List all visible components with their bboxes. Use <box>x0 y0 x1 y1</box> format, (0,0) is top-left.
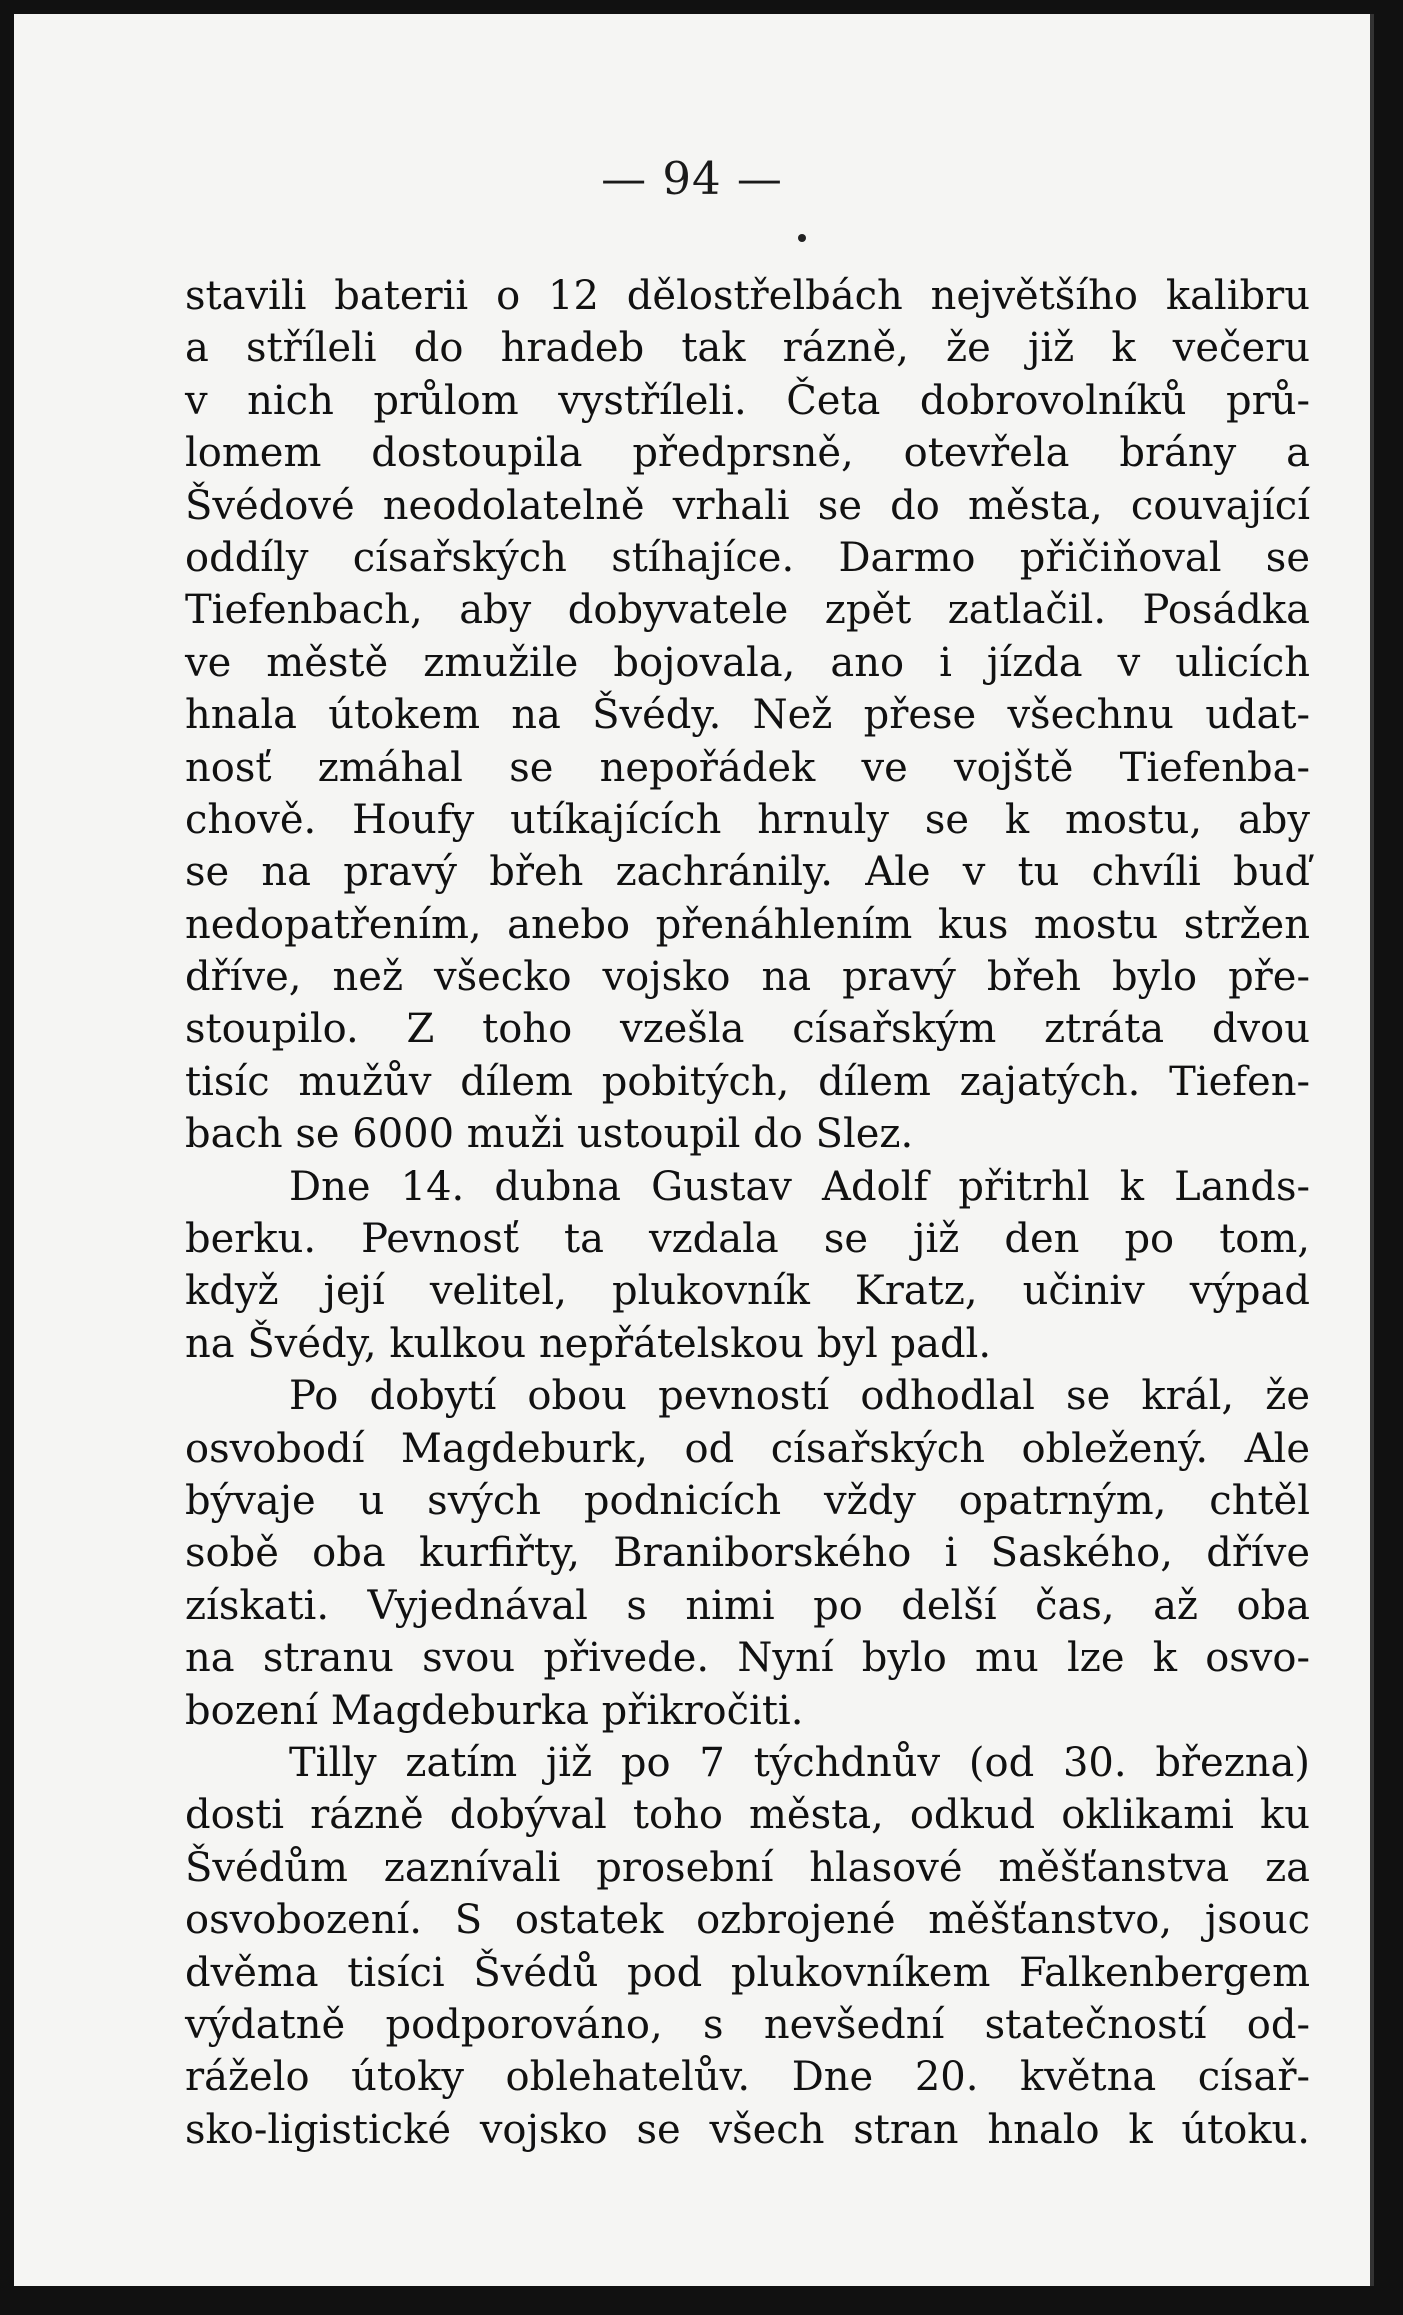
text-line: tisíc mužův dílem pobitých, dílem zajatých. Tiefen- <box>185 1058 1310 1105</box>
page-number: — 94 — <box>601 152 783 205</box>
print-speck <box>798 234 806 242</box>
text-line: na Švédy, kulkou nepřátelskou byl padl. <box>185 1320 992 1367</box>
text-line: výdatně podporováno, s nevšední statečností od- <box>185 2001 1310 2048</box>
text-line: oddíly císařských stíhajíce. Darmo přičiňoval se <box>185 534 1310 581</box>
text-line: osvobození. S ostatek ozbrojené měšťanstvo, jsouc <box>185 1897 1310 1944</box>
text-line: bývaje u svých podnicích vždy opatrným, chtěl <box>185 1477 1310 1524</box>
text-line: dvěma tisíci Švédů pod plukovníkem Falkenbergem <box>185 1949 1310 1996</box>
text-line: na stranu svou přivede. Nyní bylo mu lze k osvo- <box>185 1635 1310 1682</box>
text-line: osvobodí Magdeburk, od císařských obležený. Ale <box>185 1425 1310 1472</box>
text-line: stavili baterii o 12 dělostřelbách největšího kalibru <box>185 273 1310 319</box>
text-line: dosti rázně dobýval toho města, odkud oklikami ku <box>185 1792 1310 1839</box>
text-line: Tiefenbach, aby dobyvatele zpět zatlačil. Posádka <box>185 587 1310 634</box>
text-line: Dne 14. dubna Gustav Adolf přitrhl k Lands- <box>289 1163 1310 1210</box>
text-line: berku. Pevnosť ta vzdala se již den po tom, <box>185 1216 1310 1263</box>
text-line: se na pravý břeh zachránily. Ale v tu chvíli buď <box>185 849 1310 896</box>
text-line: nedopatřením, anebo přenáhlením kus mostu stržen <box>185 901 1310 948</box>
text-line: a stříleli do hradeb tak rázně, že již k večeru <box>185 325 1310 372</box>
text-line: hnala útokem na Švédy. Než přese všechnu udat- <box>185 692 1310 739</box>
text-line: chově. Houfy utíkajících hrnuly se k mostu, aby <box>185 796 1310 843</box>
text-line: nosť zmáhal se nepořádek ve vojště Tiefenba- <box>185 744 1310 791</box>
text-line: když její velitel, plukovník Kratz, učiniv výpad <box>185 1268 1310 1315</box>
text-line: lomem dostoupila předprsně, otevřela brány a <box>185 430 1310 477</box>
text-line: stoupilo. Z toho vzešla císařským ztráta dvou <box>185 1006 1310 1053</box>
body-text <box>185 270 1310 2156</box>
text-line: bození Magdeburka přikročiti. <box>185 1687 804 1734</box>
text-line: Tilly zatím již po 7 týchdnův (od 30. března) <box>289 1739 1310 1786</box>
text-line: ve městě zmužile bojovala, ano i jízda v ulicích <box>185 639 1310 686</box>
text-line: Po dobytí obou pevností odhodlal se král, že <box>289 1373 1310 1420</box>
book-page <box>14 14 1374 2286</box>
text-line: sobě oba kurfiřty, Braniborského i Saského, dříve <box>185 1530 1310 1577</box>
text-line: získati. Vyjednával s nimi po delší čas, až oba <box>185 1582 1310 1629</box>
text-line: ráželo útoky oblehatelův. Dne 20. května císař- <box>185 2054 1310 2101</box>
text-line: Švédové neodolatelně vrhali se do města, couvající <box>185 482 1310 529</box>
text-line: v nich průlom vystříleli. Četa dobrovolníků prů- <box>185 377 1310 424</box>
text-line: bach se 6000 muži ustoupil do Slez. <box>185 1111 914 1158</box>
text-line: Švédům zaznívali prosební hlasové měšťanstva za <box>185 1844 1310 1891</box>
text-line: sko-ligistické vojsko se všech stran hnalo k útoku. <box>185 2106 1310 2153</box>
text-line: dříve, než všecko vojsko na pravý břeh bylo pře- <box>185 954 1310 1001</box>
